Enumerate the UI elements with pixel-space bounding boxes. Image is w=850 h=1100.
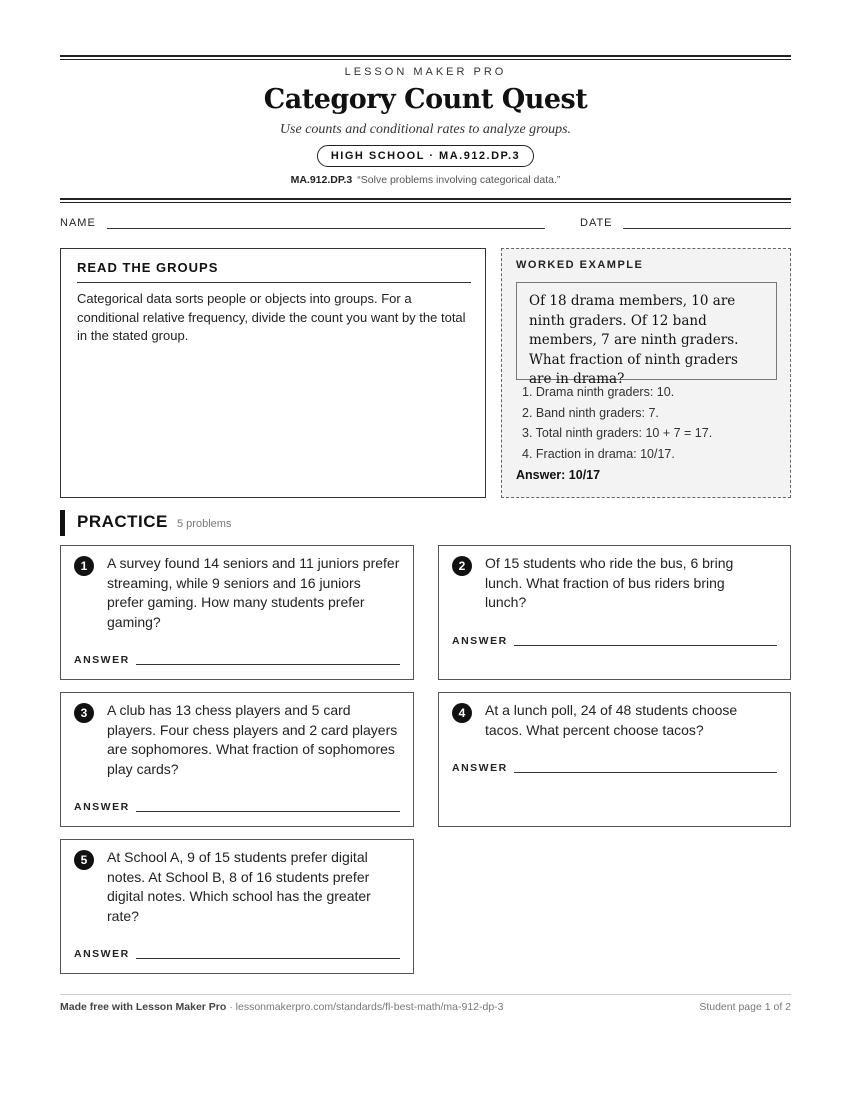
header-top-rule: [60, 55, 791, 60]
worked-example-answer: Answer: 10/17: [516, 468, 601, 482]
footer-page-number: Student page 1 of 2: [699, 1001, 791, 1013]
answer-label: ANSWER: [74, 654, 130, 666]
footer-credit: [60, 1001, 504, 1013]
problem-number-badge: 2: [452, 556, 472, 576]
problem-text: Of 15 students who ride the bus, 6 bring lunch. What fraction of bus riders bring lunch?: [485, 555, 734, 610]
footer-divider: [60, 994, 791, 995]
problem-text: A survey found 14 seniors and 11 juniors prefer streaming, while 9 seniors and 16 juniors prefer gaming. How many students prefer gaming?: [107, 555, 400, 630]
problem-text: A club has 13 chess players and 5 card players. Four chess players and 2 card players are sophomores. What fraction of sophomores play cards?: [107, 702, 398, 777]
worksheet-subtitle: Use counts and conditional rates to analyze groups.: [279, 122, 572, 137]
problem-card-5: [60, 839, 414, 974]
problem-number-badge: 5: [74, 850, 94, 870]
problem-card-3: [60, 692, 414, 827]
answer-field-2[interactable]: [514, 645, 777, 646]
name-label: NAME: [60, 217, 96, 229]
worked-example-step: 4. Fraction in drama: 10/17.: [522, 447, 675, 462]
problem-card-4: [438, 692, 791, 827]
problem-number-badge: 4: [452, 703, 472, 723]
standard-quote: “Solve problems involving categorical data.”: [357, 174, 561, 186]
problem-number-badge: 1: [74, 556, 94, 576]
read-box-heading: READ THE GROUPS: [77, 260, 219, 275]
practice-heading: PRACTICE: [77, 512, 168, 531]
answer-field-5[interactable]: [136, 958, 400, 959]
read-the-groups-box: [60, 248, 486, 498]
date-label: DATE: [580, 217, 613, 229]
standard-code: MA.912.DP.3: [290, 174, 353, 186]
worked-example-step: 1. Drama ninth graders: 10.: [522, 385, 675, 399]
read-box-body: Categorical data sorts people or objects into groups. For a conditional relative frequency, divide the count you want by the total in the stated group.: [77, 291, 466, 343]
worksheet-title: Category Count Quest: [263, 84, 588, 115]
header-bottom-rule: [60, 198, 791, 203]
problem-text: At School A, 9 of 15 students prefer digital notes. At School B, 8 of 16 students prefer digital notes. Which school has the greater rate?: [107, 849, 371, 924]
problem-card-1: [60, 545, 414, 680]
name-field[interactable]: [107, 228, 545, 229]
worked-example-step: 2. Band ninth graders: 7.: [522, 405, 659, 420]
problem-text: At a lunch poll, 24 of 48 students choose tacos. What percent choose tacos?: [485, 702, 738, 738]
answer-label: ANSWER: [74, 801, 130, 813]
brand-name: LESSON MAKER PRO: [344, 66, 507, 78]
level-badge: HIGH SCHOOL · MA.912.DP.3: [317, 145, 534, 167]
answer-field-1[interactable]: [136, 664, 400, 665]
read-box-divider: [77, 282, 471, 283]
practice-count: 5 problems: [177, 518, 232, 530]
answer-field-4[interactable]: [514, 772, 777, 773]
problem-number-badge: 3: [74, 703, 94, 723]
worked-example-steps: [522, 382, 784, 465]
date-field[interactable]: [623, 228, 791, 229]
answer-label: ANSWER: [74, 948, 130, 960]
worked-example-box: [501, 248, 791, 498]
answer-label: ANSWER: [452, 762, 508, 774]
worked-example-step: 3. Total ninth graders: 10 + 7 = 17.: [522, 426, 713, 441]
answer-field-3[interactable]: [136, 811, 400, 812]
worked-example-problem: Of 18 drama members, 10 are ninth graders. Of 12 band members, 7 are ninth graders. What fraction of ninth graders are in drama?: [516, 282, 777, 380]
problem-card-2: [438, 545, 791, 680]
footer-url[interactable]: · lessonmakerpro.com/standards/fl-best-math/ma-912-dp-3: [226, 1001, 504, 1013]
worksheet-page: [60, 0, 791, 1100]
standard-line: [60, 174, 791, 186]
answer-label: ANSWER: [452, 635, 508, 647]
footer-made-with: Made free with Lesson Maker Pro: [60, 1001, 227, 1013]
worked-example-heading: WORKED EXAMPLE: [516, 259, 644, 271]
practice-accent-bar: [60, 510, 65, 536]
